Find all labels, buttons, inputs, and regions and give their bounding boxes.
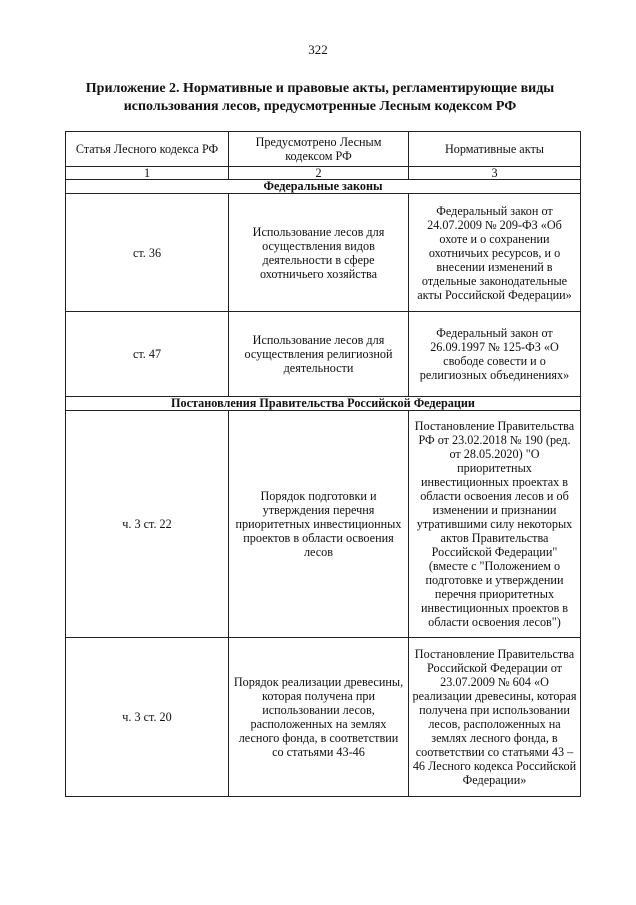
section-header-row — [66, 180, 581, 194]
act-cell: Федеральный закон от 26.09.1997 № 125-ФЗ «О свободе совести и о религиозных объединениях» — [409, 312, 581, 397]
article-cell: ч. 3 ст. 22 — [66, 411, 229, 638]
provision-cell: Порядок реализации древесины, которая получена при использовании лесов, расположенных на землях лесного фонда, в соответствии со статьями 43-46 — [229, 638, 409, 797]
page-title: Приложение 2. Нормативные и правовые акты, регламентирующие виды использования лесов, предусмотренные Лесным кодексом РФ — [85, 81, 555, 114]
section-title: Постановления Правительства Российской Федерации — [66, 397, 581, 411]
section-title: Федеральные законы — [66, 180, 581, 194]
header-acts: Нормативные акты — [409, 132, 581, 167]
provision-cell: Порядок подготовки и утверждения перечня приоритетных инвестиционных проектов в области освоения лесов — [229, 411, 409, 638]
page-number: 322 — [308, 42, 328, 57]
header-article: Статья Лесного кодекса РФ — [66, 132, 229, 167]
section-header-row — [66, 397, 581, 411]
act-cell: Постановление Правительства РФ от 23.02.2018 № 190 (ред. от 28.05.2020) "О приоритетных инвестиционных проектах в области освоения лесов и об изменении и признании утратившими силу некоторых актов Правительства Российской Федерации" (вместе с "Положением о подготовке и утверждении перечня приоритетных инвестиционных проектов в области освоения лесов") — [409, 411, 581, 638]
article-cell: ч. 3 ст. 20 — [66, 638, 229, 797]
column-number-row — [66, 167, 581, 180]
table-row — [66, 194, 581, 312]
article-cell: ст. 36 — [66, 194, 229, 312]
column-number: 2 — [229, 167, 409, 180]
column-number: 3 — [409, 167, 581, 180]
act-cell: Федеральный закон от 24.07.2009 № 209-ФЗ «Об охоте и о сохранении охотничьих ресурсов, и о внесении изменений в отдельные законодательные акты Российской Федерации» — [409, 194, 581, 312]
column-number: 1 — [66, 167, 229, 180]
table-row — [66, 312, 581, 397]
provision-cell: Использование лесов для осуществления видов деятельности в сфере охотничьего хозяйства — [229, 194, 409, 312]
act-cell: Постановление Правительства Российской Федерации от 23.07.2009 № 604 «О реализации древесины, которая получена при использовании лесов, расположенных на землях лесного фонда, в соответствии со статьями 43 – 46 Лесного кодекса Российской Федерации» — [409, 638, 581, 797]
table-row — [66, 638, 581, 797]
header-provision: Предусмотрено Лесным кодексом РФ — [229, 132, 409, 167]
article-cell: ст. 47 — [66, 312, 229, 397]
regulations-table — [65, 131, 581, 797]
table-header-row — [66, 132, 581, 167]
provision-cell: Использование лесов для осуществления религиозной деятельности — [229, 312, 409, 397]
table-row — [66, 411, 581, 638]
